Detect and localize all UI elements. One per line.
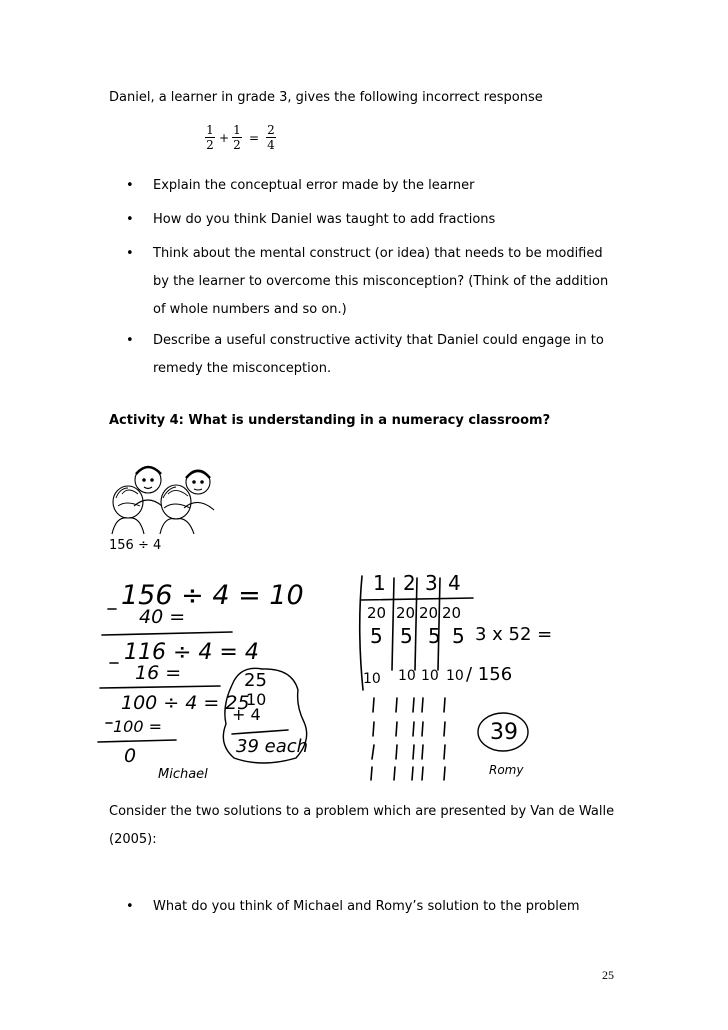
fraction-result-denominator: 4 [267, 138, 275, 152]
child-figure-icon [160, 485, 194, 534]
romy-total: / 156 [466, 664, 513, 685]
romy-header: 2 [403, 571, 416, 595]
fraction-result [265, 123, 277, 152]
romy-header: 1 [373, 571, 386, 595]
bubble-answer: 39 each [236, 736, 309, 757]
romy-cell: 20 [442, 604, 462, 622]
page-number: 25 [602, 968, 614, 982]
michael-line: 16 = [135, 662, 182, 684]
list-item: Explain the conceptual error made by the learner [153, 178, 475, 193]
list-item-continued: of whole numbers and so on.) [153, 302, 347, 317]
bullet-glyph: • [126, 246, 134, 261]
romy-cell: 20 [419, 604, 439, 622]
romy-header: 4 [448, 571, 461, 595]
michael-line: 100 = [113, 717, 163, 736]
fraction-two-numerator: 1 [233, 123, 241, 137]
activity-heading: Activity 4: What is understanding in a numeracy classroom? [109, 413, 551, 428]
bullet-glyph: • [126, 178, 134, 193]
consider-text-line-2: (2005): [109, 832, 157, 847]
bubble-value: + 4 [232, 705, 261, 724]
list-item: Describe a useful constructive activity that Daniel could engage in to [153, 333, 604, 348]
plus-sign: + [219, 131, 230, 145]
bullet-glyph: • [126, 899, 134, 914]
list-item: Think about the mental construct (or idea) that needs to be modified [153, 246, 603, 261]
michael-line: 100 ÷ 4 = 25 [121, 692, 250, 714]
michael-line: 40 = [139, 606, 186, 628]
michael-line: 156 ÷ 4 = 10 [121, 580, 304, 611]
bullet-glyph: • [126, 212, 134, 227]
romy-cell: 5 [428, 624, 441, 648]
problem-text: 156 ÷ 4 [109, 538, 162, 553]
michael-line: 116 ÷ 4 = 4 [124, 640, 259, 665]
bubble-value: 10 [246, 690, 267, 709]
romy-cell: 10 [421, 668, 439, 684]
fraction-two-denominator: 2 [233, 138, 241, 152]
romy-answer: 39 [490, 720, 518, 745]
child-figure-icon [184, 470, 214, 510]
child-figure-icon [112, 486, 144, 534]
fraction-one-denominator: 2 [206, 138, 214, 152]
child-figure-icon [134, 467, 162, 506]
fraction-two [231, 123, 243, 152]
romy-cell: 10 [398, 668, 416, 684]
romy-multiplication: 3 x 52 = [475, 624, 553, 645]
bullet-glyph: • [126, 333, 134, 348]
equals-sign: = [249, 131, 260, 145]
romy-cell: 20 [367, 604, 387, 622]
list-item-continued: by the learner to overcome this misconception? (Think of the addition [153, 274, 609, 289]
romy-cell: 5 [452, 624, 465, 648]
romy-signature: Romy [489, 763, 524, 777]
list-item: How do you think Daniel was taught to add fractions [153, 212, 496, 227]
romy-cell: 5 [370, 624, 383, 648]
bubble-value: 25 [244, 670, 267, 691]
fraction-one-numerator: 1 [206, 123, 214, 137]
romy-cell: 5 [400, 624, 413, 648]
fraction-one [204, 123, 216, 152]
final-question: What do you think of Michael and Romy’s solution to the problem [153, 899, 580, 914]
intro-text: Daniel, a learner in grade 3, gives the following incorrect response [109, 90, 543, 105]
romy-cell: 10 [363, 671, 381, 687]
michael-line: 0 [124, 745, 137, 767]
romy-cell: 10 [446, 668, 464, 684]
list-item-continued: remedy the misconception. [153, 361, 332, 376]
michael-signature: Michael [158, 767, 208, 782]
fraction-result-numerator: 2 [267, 123, 275, 137]
children-illustration [106, 458, 224, 536]
romy-header: 3 [425, 571, 438, 595]
consider-text-line-1: Consider the two solutions to a problem which are presented by Van de Walle [109, 804, 615, 819]
romy-cell: 20 [396, 604, 416, 622]
